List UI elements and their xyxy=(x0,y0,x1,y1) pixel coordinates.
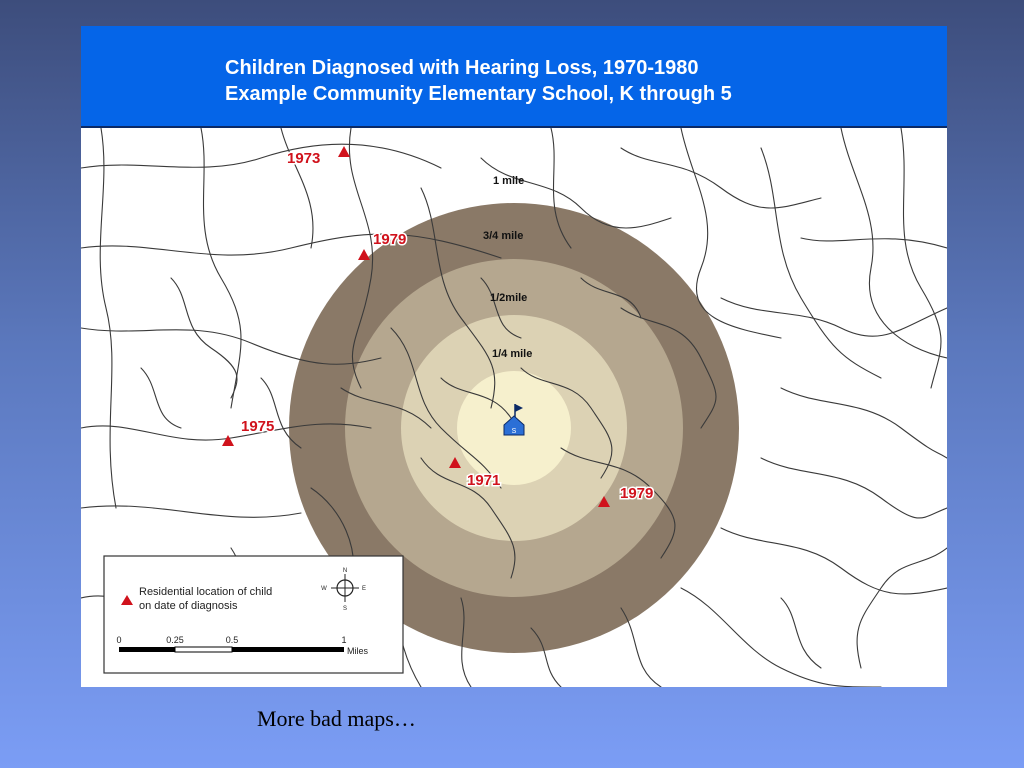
map-title: Children Diagnosed with Hearing Loss, 1970-1980 xyxy=(225,57,699,79)
ring-label-3-4-mile: 3/4 mile xyxy=(483,230,524,242)
year-label: 1971 xyxy=(467,472,501,489)
compass-s: S xyxy=(342,606,348,612)
school-marker-letter: S xyxy=(511,428,517,435)
year-label: 1979 xyxy=(620,485,654,502)
map-subtitle: Example Community Elementary School, K through 5 xyxy=(225,83,732,105)
scale-unit: Miles xyxy=(347,646,369,656)
map-canvas xyxy=(81,128,947,687)
scale-tick-1: 1 xyxy=(341,635,347,645)
slide-caption: More bad maps… xyxy=(257,706,416,731)
map-legend xyxy=(104,556,403,673)
compass-n: N xyxy=(342,568,348,574)
scale-tick-0-25: 0.25 xyxy=(166,635,184,645)
scale-tick-0: 0 xyxy=(116,635,122,645)
compass-w: W xyxy=(321,586,327,592)
legend-line-2: on date of diagnosis xyxy=(139,600,238,612)
year-label: 1979 xyxy=(373,231,407,248)
year-label: 1975 xyxy=(241,418,275,435)
compass-e: E xyxy=(361,586,367,592)
ring-label-1-mile: 1 mile xyxy=(493,175,525,187)
title-banner xyxy=(81,26,947,128)
legend-line-1: Residential location of child xyxy=(139,586,273,598)
map-figure xyxy=(81,26,947,687)
year-label: 1973 xyxy=(287,150,321,167)
scale-tick-0-5: 0.5 xyxy=(225,635,239,645)
ring-label-1-2-mile: 1/2mile xyxy=(490,292,528,304)
ring-label-1-4-mile: 1/4 mile xyxy=(492,348,533,360)
